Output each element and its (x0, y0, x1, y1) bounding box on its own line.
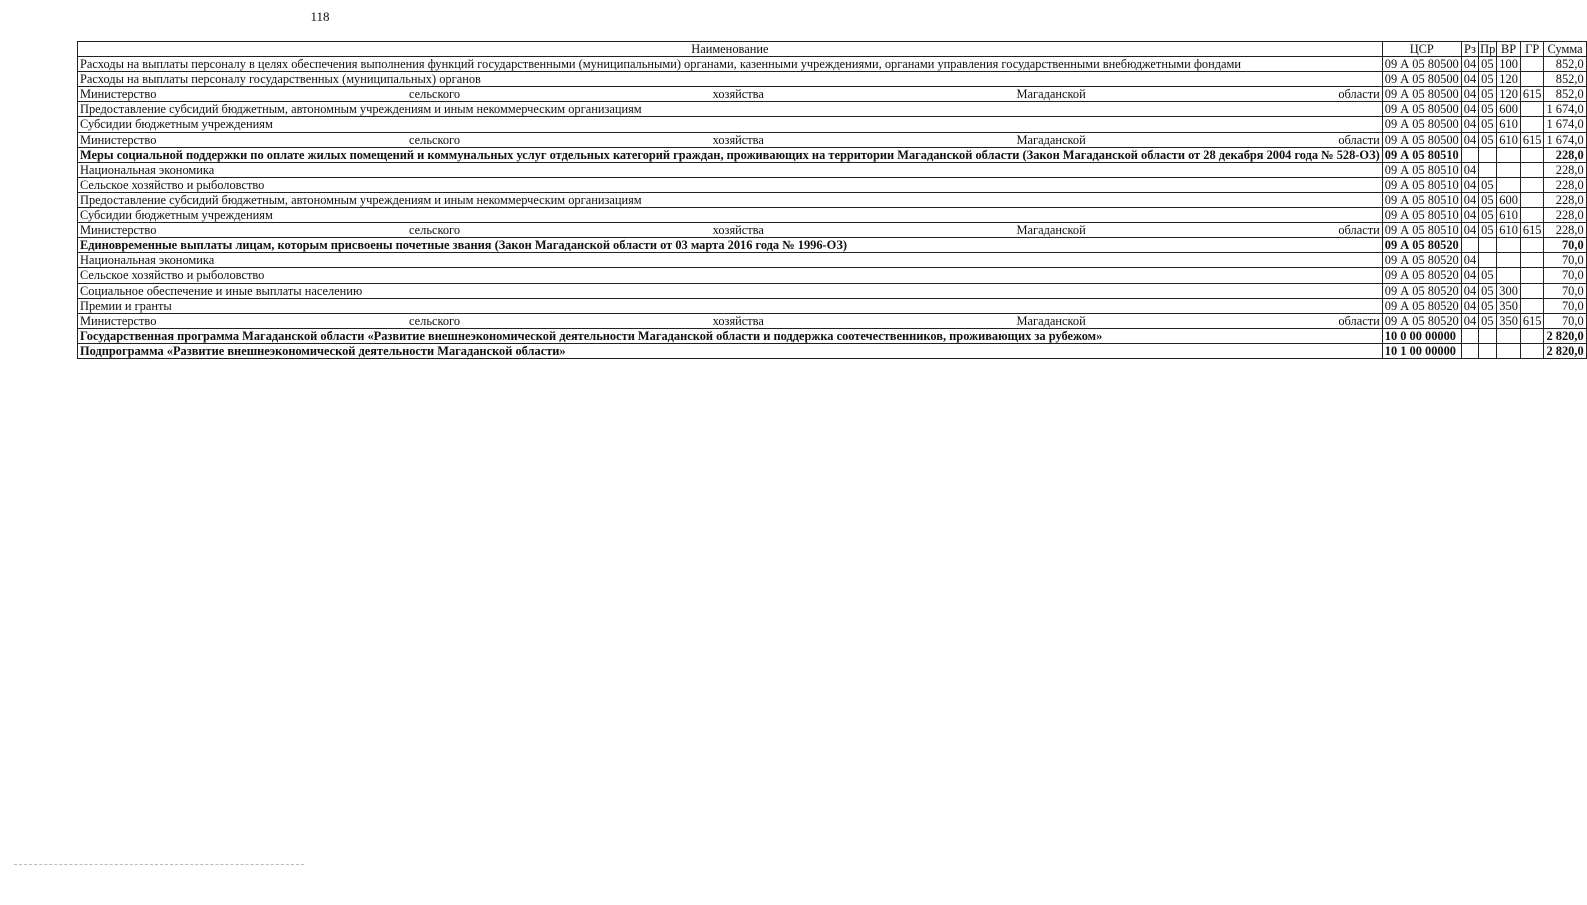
page-number: 118 (310, 9, 330, 24)
cell-sum: 228,0 (1544, 162, 1586, 177)
table-row (78, 208, 1587, 223)
cell-rz: 04 (1461, 298, 1478, 313)
cell-pr (1479, 238, 1497, 253)
cell-sum: 228,0 (1544, 177, 1586, 192)
cell-name: Единовременные выплаты лицам, которым присвоены почетные звания (Закон Магаданской области от 03 марта 2016 года № 1996-ОЗ) (78, 238, 1383, 253)
header-pr: Пр (1480, 42, 1496, 56)
cell-sum: 70,0 (1544, 238, 1586, 253)
cell-rz: 04 (1461, 117, 1478, 132)
cell-rz (1461, 343, 1478, 358)
cell-gr: 615 (1520, 87, 1544, 102)
cell-name: Министерство сельского хозяйства Магаданской области (78, 87, 1383, 102)
cell-vr (1497, 268, 1521, 283)
cell-rz: 04 (1461, 72, 1478, 87)
cell-rz: 04 (1461, 162, 1478, 177)
cell-gr (1520, 328, 1544, 343)
cell-csr: 09 А 05 80520 (1382, 268, 1461, 283)
cell-gr: 615 (1520, 223, 1544, 238)
cell-name: Сельское хозяйство и рыболовство (78, 268, 1383, 283)
cell-vr (1497, 253, 1521, 268)
budget-table (77, 41, 1587, 359)
cell-sum: 228,0 (1544, 208, 1586, 223)
cell-name: Субсидии бюджетным учреждениям (78, 208, 1383, 223)
cell-pr: 05 (1479, 87, 1497, 102)
cell-gr (1520, 192, 1544, 207)
table-row (78, 298, 1587, 313)
cell-csr: 09 А 05 80510 (1382, 192, 1461, 207)
cell-gr (1520, 208, 1544, 223)
table-header-row (78, 42, 1587, 57)
cell-rz: 04 (1461, 102, 1478, 117)
cell-gr (1520, 283, 1544, 298)
cell-sum: 228,0 (1544, 147, 1586, 162)
cell-gr (1520, 177, 1544, 192)
cell-rz: 04 (1461, 253, 1478, 268)
table-row (78, 87, 1587, 102)
cell-rz: 04 (1461, 192, 1478, 207)
cell-csr: 09 А 05 80510 (1382, 208, 1461, 223)
cell-name: Предоставление субсидий бюджетным, автономным учреждениям и иным некоммерческим организациям (78, 192, 1383, 207)
table-row (78, 162, 1587, 177)
table-row (78, 57, 1587, 72)
cell-rz: 04 (1461, 223, 1478, 238)
cell-rz (1461, 147, 1478, 162)
cell-gr: 615 (1520, 132, 1544, 147)
table-row (78, 283, 1587, 298)
cell-gr (1520, 253, 1544, 268)
cell-sum: 1 674,0 (1544, 102, 1586, 117)
table-row (78, 117, 1587, 132)
cell-pr: 05 (1479, 283, 1497, 298)
cell-csr: 09 А 05 80500 (1382, 132, 1461, 147)
cell-vr: 600 (1497, 192, 1521, 207)
cell-name: Национальная экономика (78, 162, 1383, 177)
cell-sum: 852,0 (1544, 72, 1586, 87)
cell-rz: 04 (1461, 132, 1478, 147)
table-row (78, 177, 1587, 192)
cell-gr: 615 (1520, 313, 1544, 328)
table-row (78, 343, 1587, 358)
cell-gr (1520, 298, 1544, 313)
cell-vr (1497, 162, 1521, 177)
table-row (78, 328, 1587, 343)
cell-name: Подпрограмма «Развитие внешнеэкономической деятельности Магаданской области» (78, 343, 1383, 358)
cell-vr (1497, 147, 1521, 162)
cell-name: Государственная программа Магаданской области «Развитие внешнеэкономической деятельности Магаданской области и поддержка соотечественников, проживающих за рубежом» (78, 328, 1383, 343)
cell-gr (1520, 57, 1544, 72)
table-row (78, 72, 1587, 87)
cell-rz: 04 (1461, 57, 1478, 72)
table-row (78, 147, 1587, 162)
cell-csr: 09 А 05 80510 (1382, 162, 1461, 177)
cell-rz: 04 (1461, 283, 1478, 298)
cell-name: Субсидии бюджетным учреждениям (78, 117, 1383, 132)
cell-vr: 120 (1497, 72, 1521, 87)
cell-pr (1479, 162, 1497, 177)
cell-pr (1479, 147, 1497, 162)
cell-csr: 09 А 05 80520 (1382, 298, 1461, 313)
cell-rz: 04 (1461, 313, 1478, 328)
cell-csr: 09 А 05 80500 (1382, 57, 1461, 72)
cell-pr: 05 (1479, 208, 1497, 223)
cell-csr: 10 1 00 00000 (1382, 343, 1461, 358)
header-gr: ГР (1520, 42, 1544, 57)
cell-csr: 09 А 05 80520 (1382, 283, 1461, 298)
cell-pr: 05 (1479, 57, 1497, 72)
cell-pr: 05 (1479, 132, 1497, 147)
cell-rz: 04 (1461, 87, 1478, 102)
cell-pr: 05 (1479, 102, 1497, 117)
cell-sum: 2 820,0 (1544, 343, 1586, 358)
cell-pr: 05 (1479, 117, 1497, 132)
table-row (78, 223, 1587, 238)
header-sum: Сумма (1544, 42, 1586, 57)
cell-sum: 228,0 (1544, 192, 1586, 207)
cell-gr (1520, 343, 1544, 358)
cell-rz: 04 (1461, 268, 1478, 283)
cell-name: Социальное обеспечение и иные выплаты населению (78, 283, 1383, 298)
cell-sum: 70,0 (1544, 313, 1586, 328)
cell-vr: 350 (1497, 313, 1521, 328)
cell-csr: 09 А 05 80520 (1382, 313, 1461, 328)
cell-vr: 610 (1497, 117, 1521, 132)
header-name: Наименование (78, 42, 1383, 57)
cell-sum: 1 674,0 (1544, 117, 1586, 132)
cell-rz (1461, 238, 1478, 253)
table-body (78, 57, 1587, 359)
cell-vr: 610 (1497, 208, 1521, 223)
cell-name: Премии и гранты (78, 298, 1383, 313)
cell-pr (1479, 343, 1497, 358)
table-row (78, 238, 1587, 253)
cell-pr: 05 (1479, 268, 1497, 283)
cell-gr (1520, 238, 1544, 253)
cell-vr (1497, 177, 1521, 192)
cell-name: Министерство сельского хозяйства Магаданской области (78, 223, 1383, 238)
cell-name: Национальная экономика (78, 253, 1383, 268)
cell-name: Предоставление субсидий бюджетным, автономным учреждениям и иным некоммерческим организациям (78, 102, 1383, 117)
cell-gr (1520, 268, 1544, 283)
cell-pr: 05 (1479, 298, 1497, 313)
cell-name: Сельское хозяйство и рыболовство (78, 177, 1383, 192)
cell-sum: 70,0 (1544, 268, 1586, 283)
header-rz: Рз (1461, 42, 1478, 57)
cell-csr: 09 А 05 80500 (1382, 102, 1461, 117)
cell-rz: 04 (1461, 208, 1478, 223)
header-vr: ВР (1497, 42, 1521, 57)
cell-pr (1479, 328, 1497, 343)
cell-pr: 05 (1479, 72, 1497, 87)
cell-gr (1520, 102, 1544, 117)
table-row (78, 102, 1587, 117)
cell-pr: 05 (1479, 192, 1497, 207)
cell-csr: 09 А 05 80510 (1382, 177, 1461, 192)
cell-vr: 100 (1497, 57, 1521, 72)
cell-sum: 2 820,0 (1544, 328, 1586, 343)
cell-csr: 09 А 05 80510 (1382, 147, 1461, 162)
cell-vr: 350 (1497, 298, 1521, 313)
cell-sum: 70,0 (1544, 283, 1586, 298)
cell-sum: 70,0 (1544, 298, 1586, 313)
cell-name: Расходы на выплаты персоналу государственных (муниципальных) органов (78, 72, 1383, 87)
cell-pr (1479, 253, 1497, 268)
cell-csr: 09 А 05 80500 (1382, 87, 1461, 102)
cell-vr (1497, 328, 1521, 343)
cell-rz (1461, 328, 1478, 343)
table-row (78, 192, 1587, 207)
cell-csr: 09 А 05 80520 (1382, 253, 1461, 268)
table-row (78, 253, 1587, 268)
cell-csr: 09 А 05 80500 (1382, 72, 1461, 87)
cell-gr (1520, 117, 1544, 132)
cell-sum: 70,0 (1544, 253, 1586, 268)
footer-dashed-line (14, 864, 304, 865)
cell-name: Министерство сельского хозяйства Магаданской области (78, 313, 1383, 328)
cell-csr: 09 А 05 80500 (1382, 117, 1461, 132)
cell-csr: 10 0 00 00000 (1382, 328, 1461, 343)
cell-vr: 610 (1497, 223, 1521, 238)
cell-name: Расходы на выплаты персоналу в целях обеспечения выполнения функций государственными (муниципальными) органами, казенными учреждениями, органами управления государственными внебюджетными фондами (78, 57, 1383, 72)
cell-rz: 04 (1461, 177, 1478, 192)
cell-name: Министерство сельского хозяйства Магаданской области (78, 132, 1383, 147)
cell-pr: 05 (1479, 177, 1497, 192)
cell-sum: 1 674,0 (1544, 132, 1586, 147)
cell-name: Меры социальной поддержки по оплате жилых помещений и коммунальных услуг отдельных категорий граждан, проживающих на территории Магаданской области (Закон Магаданской области от 28 декабря 2004 года № 528-ОЗ) (78, 147, 1383, 162)
cell-csr: 09 А 05 80510 (1382, 223, 1461, 238)
cell-sum: 852,0 (1544, 87, 1586, 102)
cell-vr (1497, 238, 1521, 253)
cell-vr: 610 (1497, 132, 1521, 147)
cell-pr: 05 (1479, 223, 1497, 238)
cell-vr: 120 (1497, 87, 1521, 102)
table-row (78, 313, 1587, 328)
cell-pr: 05 (1479, 313, 1497, 328)
table-row (78, 132, 1587, 147)
cell-sum: 852,0 (1544, 57, 1586, 72)
cell-vr: 300 (1497, 283, 1521, 298)
cell-gr (1520, 147, 1544, 162)
table-row (78, 268, 1587, 283)
cell-sum: 228,0 (1544, 223, 1586, 238)
cell-vr (1497, 343, 1521, 358)
header-csr: ЦСР (1382, 42, 1461, 57)
cell-gr (1520, 162, 1544, 177)
cell-vr: 600 (1497, 102, 1521, 117)
cell-csr: 09 А 05 80520 (1382, 238, 1461, 253)
cell-gr (1520, 72, 1544, 87)
